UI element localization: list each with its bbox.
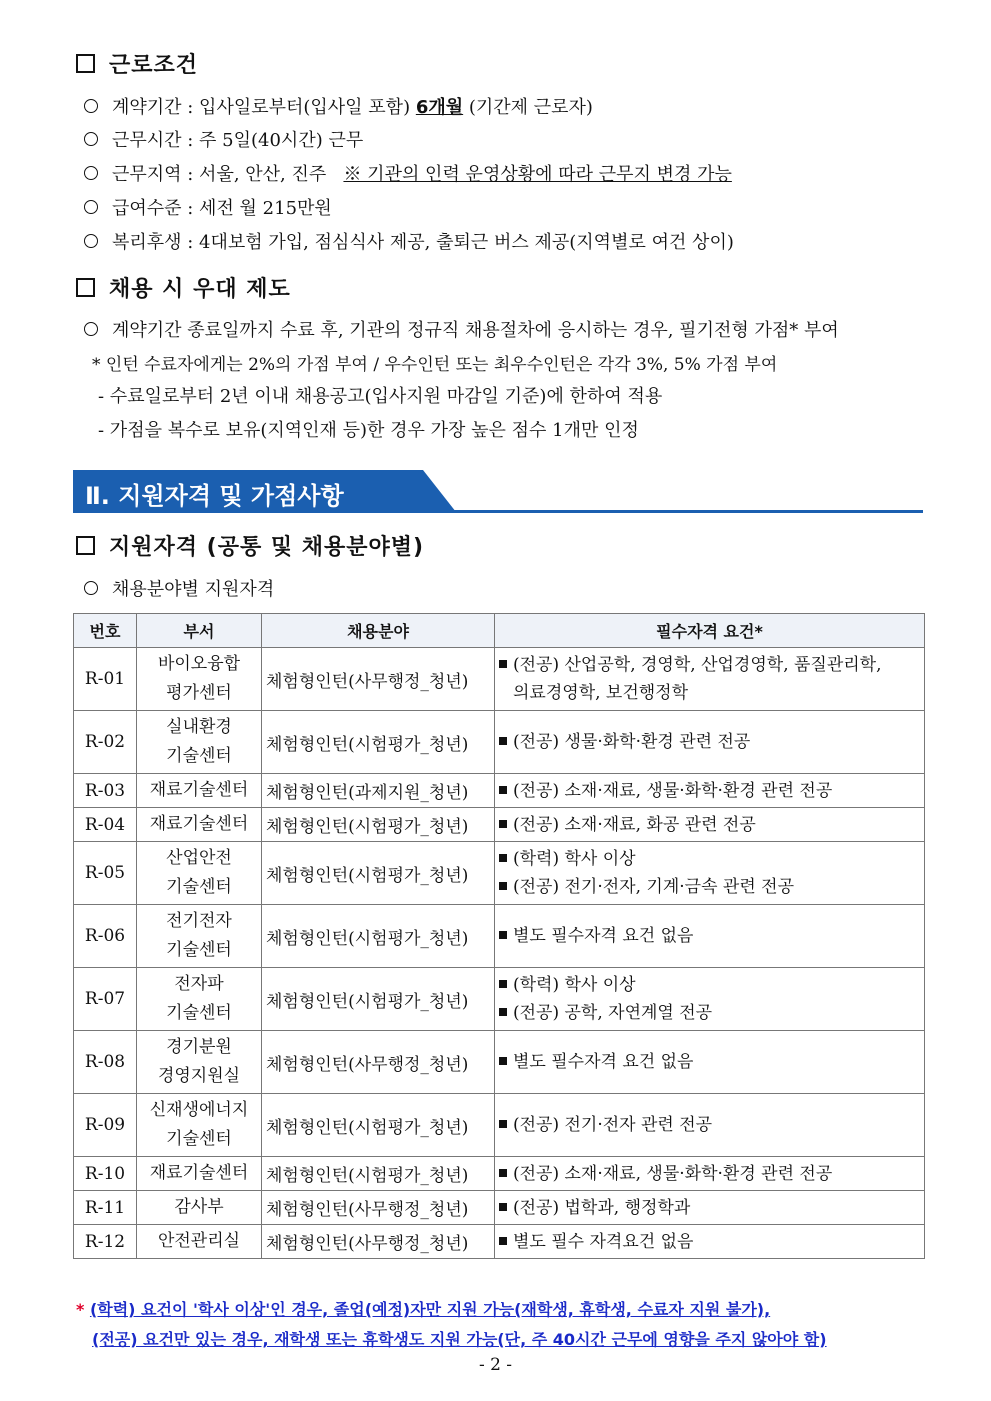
row-req: 별도 필수자격 요건 없음 bbox=[495, 1031, 925, 1094]
circle-bullet-icon bbox=[84, 200, 98, 214]
row-dept: 감사부 bbox=[137, 1191, 262, 1225]
row-dept: 안전관리실 bbox=[137, 1225, 262, 1259]
row-field: 체험형인턴(사무행정_청년) bbox=[262, 1031, 495, 1094]
row-code: R-03 bbox=[74, 774, 137, 808]
row-dept: 신재생에너지 기술센터 bbox=[137, 1094, 262, 1157]
square-bullet-icon bbox=[499, 882, 507, 890]
row-field: 체험형인턴(시험평가_청년) bbox=[262, 968, 495, 1031]
square-bullet-icon bbox=[499, 980, 507, 988]
section-title-qualifications: 지원자격 (공통 및 채용분야별) bbox=[76, 530, 424, 561]
row-field: 체험형인턴(시험평가_청년) bbox=[262, 905, 495, 968]
table-row bbox=[74, 905, 925, 968]
square-bullet-icon bbox=[499, 854, 507, 862]
square-bullet-icon bbox=[499, 931, 507, 939]
circle-bullet-icon bbox=[84, 99, 98, 113]
square-bullet-icon bbox=[499, 1008, 507, 1016]
preference-item: 계약기간 종료일까지 수료 후, 기관의 정규직 채용절차에 응시하는 경우, 필기전형 가점* 부여 bbox=[84, 316, 839, 342]
row-req: (전공) 소재·재료, 생물·화학·환경 관련 전공 bbox=[495, 1157, 925, 1191]
row-code: R-02 bbox=[74, 711, 137, 774]
qualification-table bbox=[73, 613, 925, 1259]
item-work-location: 근무지역 : 서울, 안산, 진주 ※ 기관의 인력 운영상황에 따라 근무지 변경 가능 bbox=[84, 160, 732, 186]
square-bullet-icon bbox=[499, 1203, 507, 1211]
row-field: 체험형인턴(시험평가_청년) bbox=[262, 1094, 495, 1157]
square-bullet-icon bbox=[499, 1057, 507, 1065]
row-code: R-07 bbox=[74, 968, 137, 1031]
row-req: (전공) 산업공학, 경영학, 산업경영학, 품질관리학, 의료경영학, 보건행정학 bbox=[495, 648, 925, 711]
circle-bullet-icon bbox=[84, 234, 98, 248]
row-dept: 경기분원 경영지원실 bbox=[137, 1031, 262, 1094]
square-bullet-icon bbox=[499, 1169, 507, 1177]
row-field: 체험형인턴(시험평가_청년) bbox=[262, 808, 495, 842]
circle-bullet-icon bbox=[84, 166, 98, 180]
table-row bbox=[74, 774, 925, 808]
row-code: R-06 bbox=[74, 905, 137, 968]
row-code: R-05 bbox=[74, 842, 137, 905]
row-dept: 전자파 기술센터 bbox=[137, 968, 262, 1031]
row-dept: 실내환경 기술센터 bbox=[137, 711, 262, 774]
square-bullet-icon bbox=[499, 1120, 507, 1128]
table-row bbox=[74, 1031, 925, 1094]
square-bullet-icon bbox=[499, 1237, 507, 1245]
row-field: 체험형인턴(사무행정_청년) bbox=[262, 1225, 495, 1259]
header-requirements: 필수자격 요건* bbox=[495, 614, 925, 648]
banner-title: Ⅱ. 지원자격 및 가점사항 bbox=[85, 482, 344, 510]
footnote-line-1: * (학력) 요건이 '학사 이상'인 경우, 졸업(예정)자만 지원 가능(재학생, 휴학생, 수료자 지원 불가), bbox=[76, 1300, 771, 1319]
row-field: 체험형인턴(시험평가_청년) bbox=[262, 842, 495, 905]
item-salary: 급여수준 : 세전 월 215만원 bbox=[84, 194, 332, 220]
table-row bbox=[74, 842, 925, 905]
row-dept: 산업안전 기술센터 bbox=[137, 842, 262, 905]
circle-bullet-icon bbox=[84, 322, 98, 336]
checkbox-square-icon bbox=[76, 536, 95, 555]
square-bullet-icon bbox=[499, 660, 507, 668]
row-field: 체험형인턴(시험평가_청년) bbox=[262, 711, 495, 774]
row-code: R-01 bbox=[74, 648, 137, 711]
page-number: - 2 - bbox=[478, 1355, 513, 1375]
row-code: R-04 bbox=[74, 808, 137, 842]
row-code: R-10 bbox=[74, 1157, 137, 1191]
checkbox-square-icon bbox=[76, 278, 95, 297]
footnote-star: * bbox=[76, 1300, 85, 1319]
table-row bbox=[74, 1094, 925, 1157]
qualifications-sub: 채용분야별 지원자격 bbox=[84, 575, 274, 601]
circle-bullet-icon bbox=[84, 581, 98, 595]
row-req: (전공) 법학과, 행정학과 bbox=[495, 1191, 925, 1225]
item-work-hours: 근무시간 : 주 5일(40시간) 근무 bbox=[84, 126, 363, 152]
square-bullet-icon bbox=[499, 737, 507, 745]
header-field: 채용분야 bbox=[262, 614, 495, 648]
chapter-banner bbox=[73, 470, 923, 514]
preference-dash-1: - 수료일로부터 2년 이내 채용공고(입사지원 마감일 기준)에 한하여 적용 bbox=[98, 386, 663, 407]
row-dept: 바이오융합 평가센터 bbox=[137, 648, 262, 711]
preference-note: * 인턴 수료자에게는 2%의 가점 부여 / 우수인턴 또는 최우수인턴은 각각 3%, 5% 가점 부여 bbox=[92, 355, 778, 375]
row-dept: 전기전자 기술센터 bbox=[137, 905, 262, 968]
row-field: 체험형인턴(시험평가_청년) bbox=[262, 1157, 495, 1191]
section-title-work-conditions: 근로조건 bbox=[76, 48, 198, 79]
table-row bbox=[74, 1157, 925, 1191]
square-bullet-icon bbox=[499, 820, 507, 828]
table-row bbox=[74, 648, 925, 711]
location-note: ※ 기관의 인력 운영상황에 따라 근무지 변경 가능 bbox=[343, 164, 732, 185]
row-req: (전공) 소재·재료, 생물·화학·환경 관련 전공 bbox=[495, 774, 925, 808]
row-req: 별도 필수자격 요건 없음 bbox=[495, 905, 925, 968]
row-field: 체험형인턴(사무행정_청년) bbox=[262, 648, 495, 711]
contract-duration: 6개월 bbox=[415, 97, 464, 118]
table-row bbox=[74, 711, 925, 774]
table-row bbox=[74, 1225, 925, 1259]
preference-dash-2: - 가점을 복수로 보유(지역인재 등)한 경우 가장 높은 점수 1개만 인정 bbox=[98, 420, 639, 441]
section-title-preference: 채용 시 우대 제도 bbox=[76, 272, 291, 303]
row-code: R-09 bbox=[74, 1094, 137, 1157]
table-row bbox=[74, 968, 925, 1031]
table-header-row bbox=[74, 614, 925, 648]
row-field: 체험형인턴(과제지원_청년) bbox=[262, 774, 495, 808]
row-dept: 재료기술센터 bbox=[137, 808, 262, 842]
row-code: R-12 bbox=[74, 1225, 137, 1259]
row-req: (전공) 생물·화학·환경 관련 전공 bbox=[495, 711, 925, 774]
row-req: (전공) 소재·재료, 화공 관련 전공 bbox=[495, 808, 925, 842]
row-code: R-08 bbox=[74, 1031, 137, 1094]
footnote-line-2: (전공) 요건만 있는 경우, 재학생 또는 휴학생도 지원 가능(단, 주 40시간 근무에 영향을 주지 않아야 함) bbox=[92, 1330, 827, 1349]
square-bullet-icon bbox=[499, 786, 507, 794]
checkbox-square-icon bbox=[76, 54, 95, 73]
circle-bullet-icon bbox=[84, 132, 98, 146]
item-benefits: 복리후생 : 4대보험 가입, 점심식사 제공, 출퇴근 버스 제공(지역별로 여건 상이) bbox=[84, 228, 734, 254]
row-code: R-11 bbox=[74, 1191, 137, 1225]
row-field: 체험형인턴(사무행정_청년) bbox=[262, 1191, 495, 1225]
row-req: (학력) 학사 이상 (전공) 공학, 자연계열 전공 bbox=[495, 968, 925, 1031]
header-department: 부서 bbox=[137, 614, 262, 648]
row-req: (학력) 학사 이상 (전공) 전기·전자, 기계·금속 관련 전공 bbox=[495, 842, 925, 905]
table-row bbox=[74, 1191, 925, 1225]
row-req: (전공) 전기·전자 관련 전공 bbox=[495, 1094, 925, 1157]
row-dept: 재료기술센터 bbox=[137, 1157, 262, 1191]
row-req: 별도 필수 자격요건 없음 bbox=[495, 1225, 925, 1259]
header-number: 번호 bbox=[74, 614, 137, 648]
table-row bbox=[74, 808, 925, 842]
row-dept: 재료기술센터 bbox=[137, 774, 262, 808]
item-contract-period: 계약기간 : 입사일로부터(입사일 포함) 6개월 (기간제 근로자) bbox=[84, 93, 593, 119]
